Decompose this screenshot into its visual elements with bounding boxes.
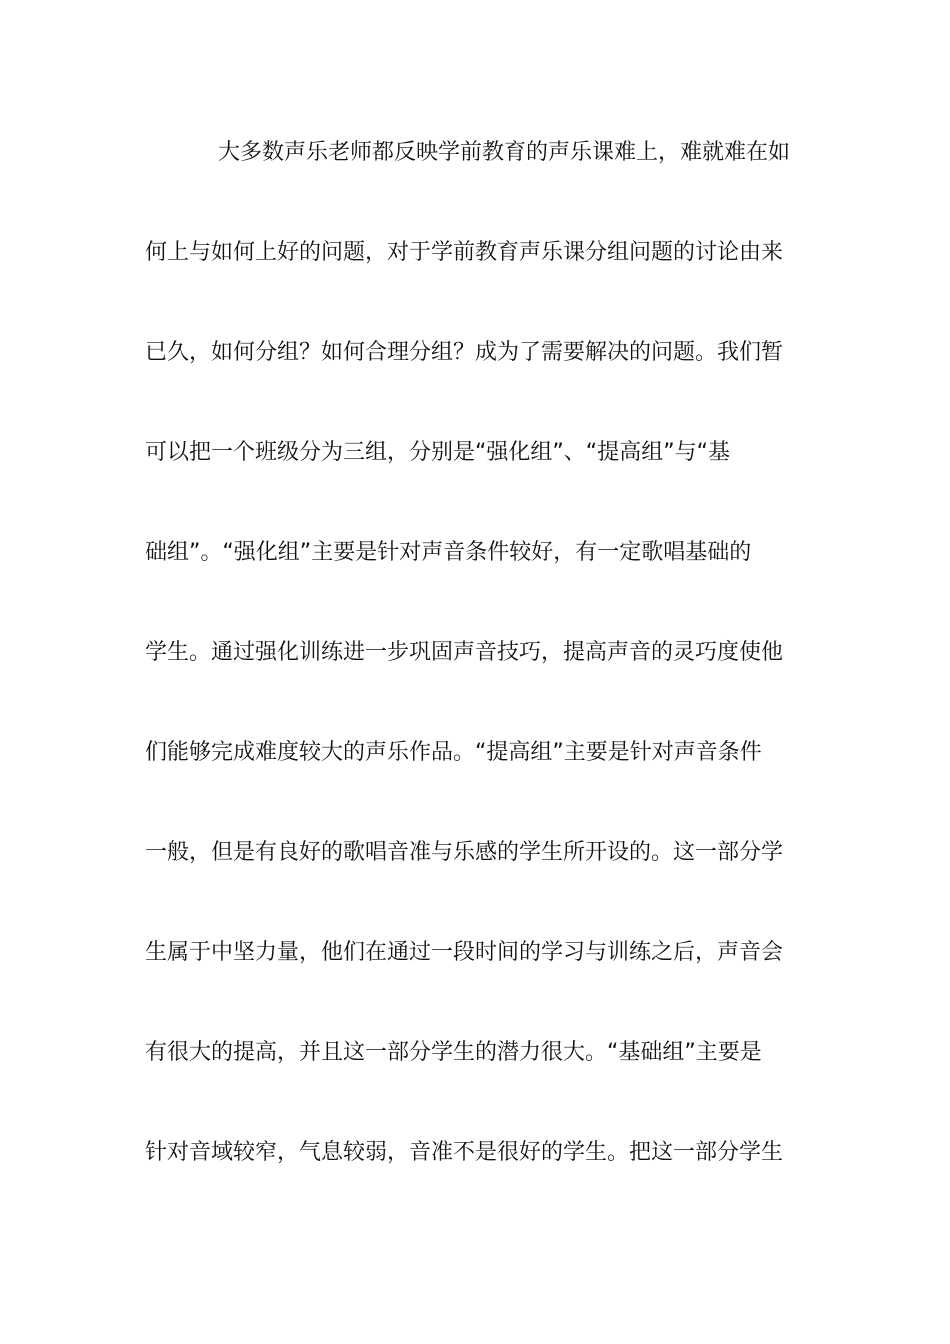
paragraph-line: 何上与如何上好的问题，对于学前教育声乐课分组问题的讨论由来 bbox=[145, 240, 784, 265]
paragraph-line: 一般，但是有良好的歌唱音准与乐感的学生所开设的。这一部分学 bbox=[145, 840, 784, 865]
paragraph-line: 大多数声乐老师都反映学前教育的声乐课难上，难就难在如 bbox=[218, 140, 791, 165]
paragraph-line: 针对音域较窄，气息较弱，音准不是很好的学生。把这一部分学生 bbox=[145, 1140, 784, 1165]
paragraph-line: 学生。通过强化训练进一步巩固声音技巧，提高声音的灵巧度使他 bbox=[145, 640, 784, 665]
paragraph-line: 可以把一个班级分为三组，分别是“强化组”、“提高组”与“基 bbox=[145, 440, 730, 465]
paragraph-line: 生属于中坚力量，他们在通过一段时间的学习与训练之后，声音会 bbox=[145, 940, 784, 965]
paragraph-line: 们能够完成难度较大的声乐作品。“提高组”主要是针对声音条件 bbox=[145, 740, 762, 765]
paragraph-line: 已久，如何分组？如何合理分组？成为了需要解决的问题。我们暂 bbox=[145, 340, 784, 365]
body-paragraph bbox=[145, 131, 809, 1231]
paragraph-line: 有很大的提高，并且这一部分学生的潜力很大。“基础组”主要是 bbox=[145, 1040, 762, 1065]
paragraph-line: 础组”。“强化组”主要是针对声音条件较好，有一定歌唱基础的 bbox=[145, 540, 752, 565]
